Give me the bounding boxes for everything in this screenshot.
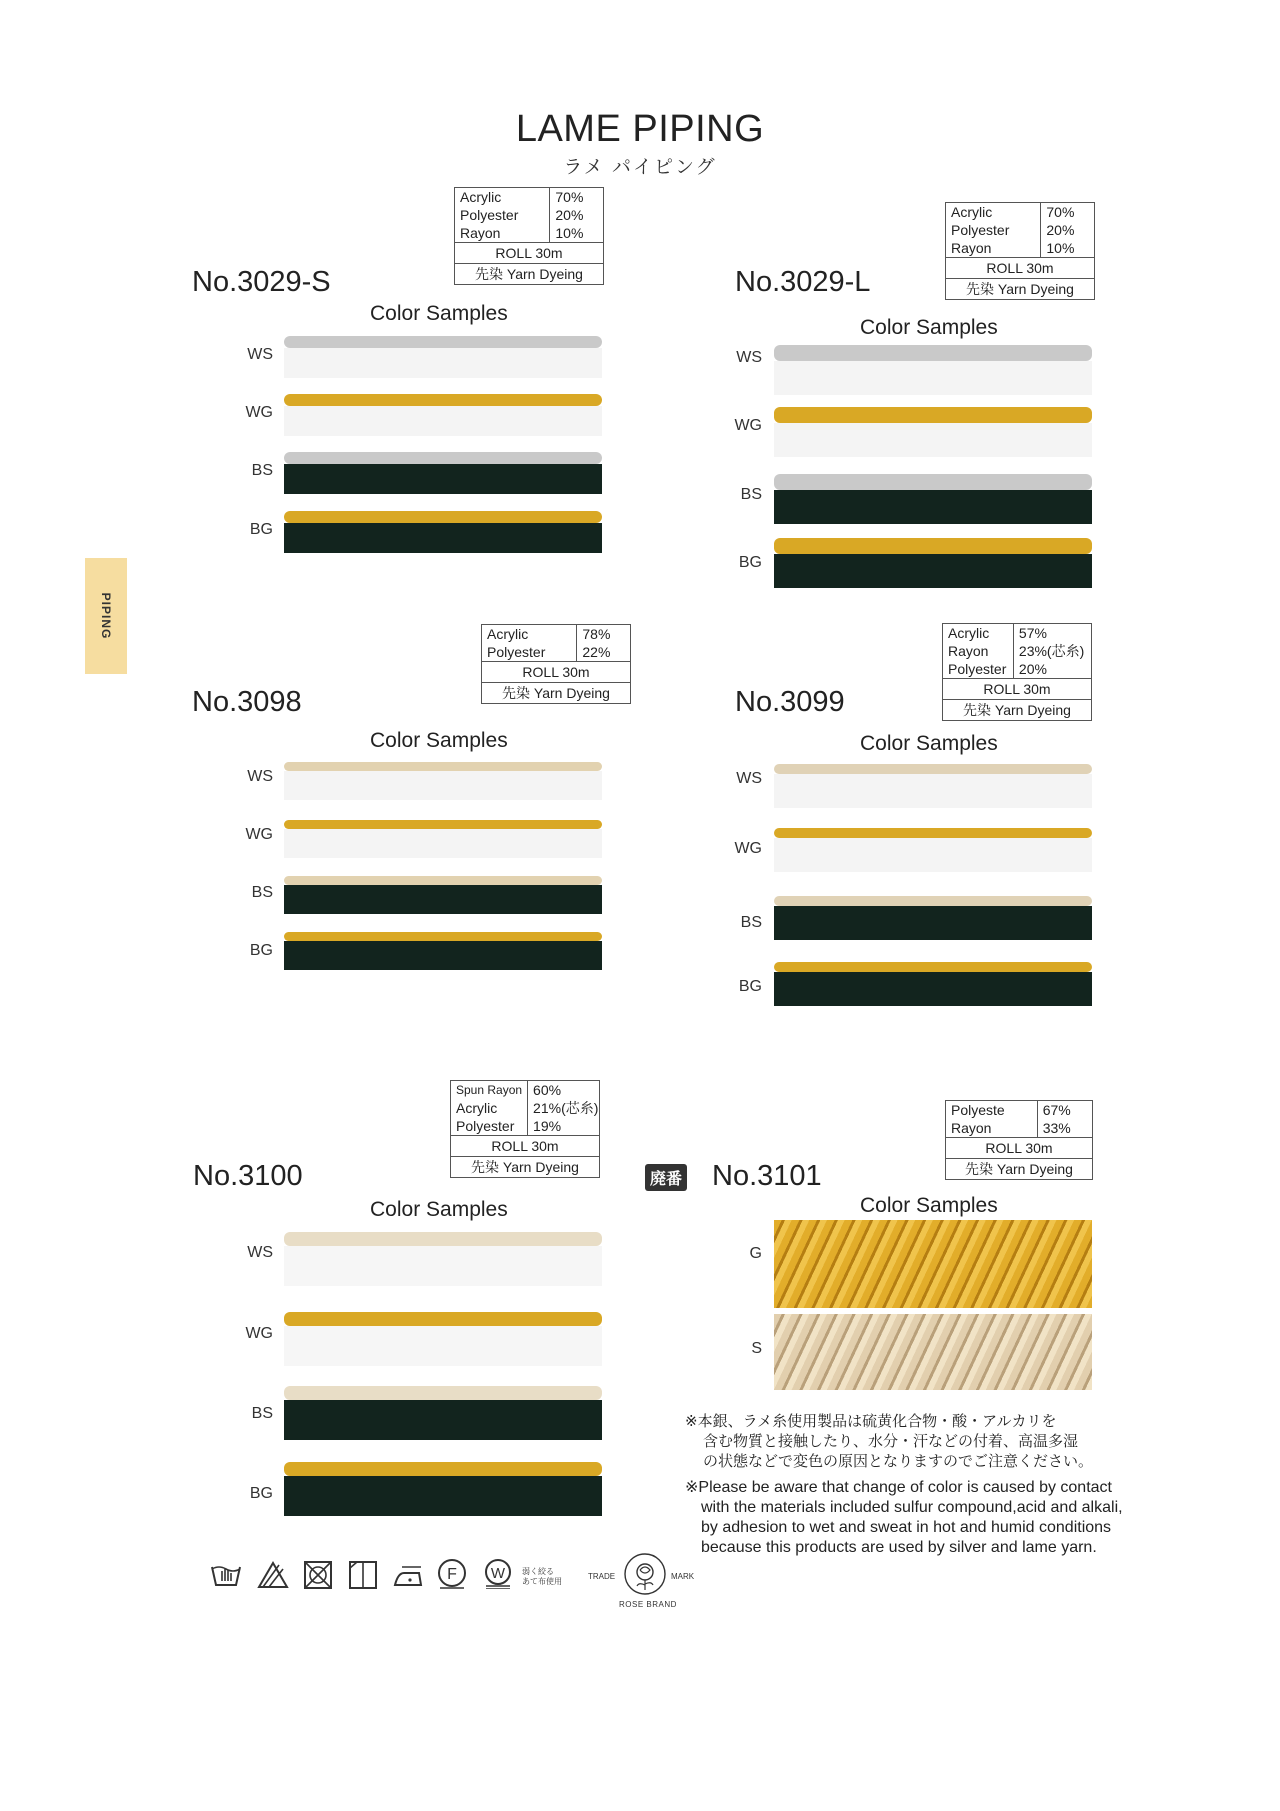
color-code: BS: [251, 884, 273, 901]
swatch-bg: [284, 932, 602, 970]
discontinued-badge: 廃番: [645, 1164, 687, 1191]
fiber-pct: 23%(芯糸): [1013, 642, 1091, 660]
fiber-name: Rayon: [951, 240, 992, 256]
dyeing-method: 先染 Yarn Dyeing: [943, 699, 1091, 720]
color-code: WG: [734, 840, 762, 857]
no-bleach-icon: [257, 1559, 289, 1591]
note-line: with the materials included sulfur compound,acid and alkali,: [701, 1499, 1123, 1516]
no-tumble-dry-icon: [302, 1559, 334, 1591]
color-code: S: [751, 1340, 762, 1357]
fiber-pct: 67%: [1037, 1101, 1092, 1119]
note-line: because this products are used by silver and lame yarn.: [701, 1539, 1097, 1556]
fiber-pct: 22%: [577, 643, 630, 661]
color-code: WG: [245, 404, 273, 421]
fiber-pct: 60%: [528, 1081, 604, 1099]
care-text-line: 弱く絞る: [522, 1567, 554, 1576]
roll-length: ROLL 30m: [482, 661, 630, 682]
swatch-bs: [284, 1386, 602, 1440]
spec-box-3029s: [454, 187, 604, 285]
wash-hand-icon: [210, 1557, 242, 1589]
swatch-bs: [774, 896, 1092, 940]
swatch-bs: [774, 474, 1092, 524]
note-line: 含む物質と接触したり、水分・汗などの付着、高温多湿: [703, 1433, 1079, 1450]
dyeing-method: 先染 Yarn Dyeing: [482, 682, 630, 703]
swatch-bg: [774, 538, 1092, 588]
color-code: WS: [736, 349, 762, 366]
fiber-pct: 19%: [528, 1117, 604, 1135]
swatch-wg: [774, 828, 1092, 872]
fiber-name: Polyester: [460, 207, 519, 223]
care-letter-w: W: [490, 1565, 506, 1582]
care-small-text: [522, 1567, 562, 1587]
color-samples-label: Color Samples: [860, 732, 998, 755]
color-code: WS: [247, 346, 273, 363]
swatch-bs: [284, 876, 602, 914]
fiber-name: Polyester: [948, 661, 1007, 677]
note-line: ※Please be aware that change of color is caused by contact: [685, 1479, 1112, 1496]
fiber-name: Acrylic: [487, 626, 529, 642]
dyeing-method: 先染 Yarn Dyeing: [455, 263, 603, 284]
swatch-ws: [284, 1232, 602, 1286]
color-code: BG: [249, 1485, 273, 1502]
fiber-pct: 57%: [1013, 624, 1091, 642]
dyeing-method: 先染 Yarn Dyeing: [946, 278, 1094, 299]
swatch-ws: [774, 764, 1092, 808]
side-tab-label: PIPING: [99, 592, 113, 640]
swatch-ws: [284, 336, 602, 378]
product-number: No.3100: [193, 1160, 303, 1192]
fiber-name: Acrylic: [460, 189, 502, 205]
care-letter-f: F: [447, 1566, 457, 1583]
swatch-bg: [284, 1462, 602, 1516]
color-code: WS: [247, 768, 273, 785]
color-code: WG: [245, 826, 273, 843]
page-subtitle: ラメ パイピング: [563, 157, 717, 178]
swatch-bs: [284, 452, 602, 494]
roll-length: ROLL 30m: [451, 1135, 599, 1156]
fiber-name: Rayon: [460, 225, 501, 241]
color-code: BG: [738, 978, 762, 995]
swatch-wg: [284, 820, 602, 858]
note-line: by adhesion to wet and sweat in hot and humid conditions: [701, 1519, 1112, 1536]
color-code: BG: [249, 521, 273, 538]
fiber-name: Acrylic: [948, 625, 990, 641]
page-title: LAME PIPING: [515, 108, 765, 150]
color-code: BS: [251, 1405, 273, 1422]
fiber-name: Polyester: [951, 222, 1010, 238]
color-samples-label: Color Samples: [370, 302, 508, 325]
fiber-pct: 70%: [550, 188, 603, 206]
swatch-wg: [774, 407, 1092, 457]
fiber-name: Rayon: [951, 1120, 992, 1136]
note-line: ※本銀、ラメ糸使用製品は硫黄化合物・酸・アルカリを: [685, 1413, 1057, 1430]
spec-box-3029l: [945, 202, 1095, 300]
side-tab: [85, 558, 127, 674]
fiber-pct: 10%: [550, 224, 603, 242]
roll-length: ROLL 30m: [946, 1137, 1092, 1158]
fiber-name: Spun Rayon: [456, 1083, 523, 1097]
fiber-name: Acrylic: [456, 1100, 498, 1116]
swatch-s: [774, 1314, 1092, 1390]
trademark-right: MARK: [671, 1572, 695, 1581]
color-code: WS: [736, 770, 762, 787]
color-samples-label: Color Samples: [370, 729, 508, 752]
product-number: No.3098: [192, 686, 302, 718]
fiber-name: Polyester: [487, 644, 546, 660]
wet-clean-w-icon: [482, 1557, 514, 1589]
fiber-pct: 33%: [1037, 1119, 1092, 1137]
rose-icon: [623, 1552, 667, 1596]
care-symbols: [210, 1555, 580, 1595]
color-samples-label: Color Samples: [370, 1198, 508, 1221]
fiber-name: Polyester: [456, 1118, 515, 1134]
fiber-name: Rayon: [948, 643, 989, 659]
swatch-bg: [284, 511, 602, 553]
caution-note-en: [685, 1478, 1265, 1558]
iron-low-icon: [392, 1559, 424, 1591]
color-code: WS: [247, 1244, 273, 1261]
spec-box-3099: [942, 623, 1092, 721]
dyeing-method: 先染 Yarn Dyeing: [451, 1156, 599, 1177]
fiber-pct: 20%: [550, 206, 603, 224]
color-code: BS: [740, 486, 762, 503]
spec-box-3101: [945, 1100, 1093, 1180]
fiber-pct: 20%: [1041, 221, 1094, 239]
fiber-pct: 70%: [1041, 203, 1094, 221]
line-dry-icon: [347, 1559, 379, 1591]
caution-note-jp: [685, 1412, 1245, 1472]
swatch-ws: [774, 345, 1092, 395]
swatch-bg: [774, 962, 1092, 1006]
roll-length: ROLL 30m: [455, 242, 603, 263]
swatch-g: [774, 1220, 1092, 1308]
spec-box-3100: [450, 1080, 600, 1178]
product-number: No.3099: [735, 686, 845, 718]
swatch-ws: [284, 762, 602, 800]
note-line: の状態などで変色の原因となりますのでご注意ください。: [703, 1453, 1094, 1470]
trademark-brand: ROSE BRAND: [619, 1600, 677, 1609]
color-code: BS: [740, 914, 762, 931]
fiber-pct: 20%: [1013, 660, 1091, 678]
care-text-line: あて布使用: [522, 1577, 562, 1586]
product-number: No.3101: [712, 1160, 822, 1192]
fiber-pct: 10%: [1041, 239, 1094, 257]
color-code: WG: [245, 1325, 273, 1342]
fiber-pct: 78%: [577, 625, 630, 643]
roll-length: ROLL 30m: [946, 257, 1094, 278]
trademark-left: TRADE: [588, 1572, 616, 1581]
color-samples-label: Color Samples: [860, 1194, 998, 1217]
color-code: BG: [249, 942, 273, 959]
fiber-name: Acrylic: [951, 204, 993, 220]
fiber-pct: 21%(芯糸): [528, 1099, 604, 1117]
color-code: WG: [734, 417, 762, 434]
dry-clean-f-icon: [436, 1557, 468, 1589]
spec-box-3098: [481, 624, 631, 704]
color-code: BS: [251, 462, 273, 479]
product-number: No.3029-L: [735, 266, 871, 298]
roll-length: ROLL 30m: [943, 678, 1091, 699]
color-code: BG: [738, 554, 762, 571]
product-number: No.3029-S: [192, 266, 331, 298]
trademark-logo: [585, 1550, 705, 1620]
color-code: G: [749, 1245, 762, 1262]
swatch-wg: [284, 1312, 602, 1366]
fiber-name: Polyeste: [951, 1102, 1005, 1118]
dyeing-method: 先染 Yarn Dyeing: [946, 1158, 1092, 1179]
color-samples-label: Color Samples: [860, 316, 998, 339]
swatch-wg: [284, 394, 602, 436]
